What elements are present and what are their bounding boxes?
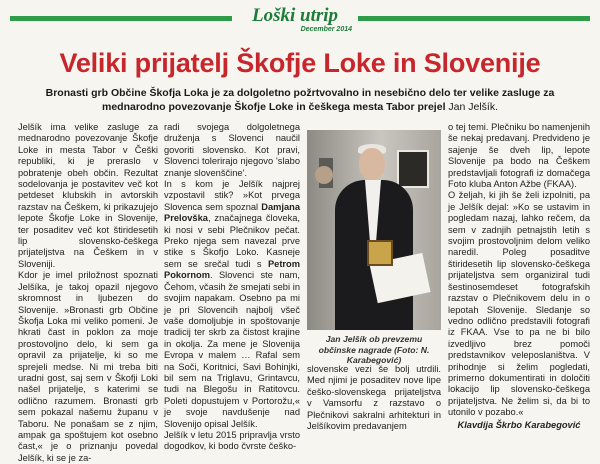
- column-3-paragraph-1: o tej temi. Plečniku bo namenjenih še nekaj predavanj. Predvideno je sajenje še dveh lip, lepote Slovenije pa bodo na Češkem predstavljali fotografi iz domačega Foto kluba Anton Ažbe (FKAA).: [448, 122, 590, 190]
- masthead-date: December 2014: [300, 26, 352, 33]
- text-span: , značajnega človeka, ki nosi v sebi Plečnikov pečat. Preko njega sem navezal prve stike s Škofjo Loko. Kasneje sem se srečal tudi s: [164, 213, 300, 269]
- name-prelovsek: Damjana Prelovška: [164, 201, 300, 224]
- article-lead: [20, 86, 580, 114]
- column-middle-bottom: slovenske vezi še bolj utrdili. Med njimi je posaditev nove lipe češko-slovenskega prijateljstva v Vamsorfu z razstavo o Plečnikovi sakralni arhitekturi in Jelšíkovim predavanjem: [307, 364, 441, 432]
- photo-background-head: [315, 166, 333, 184]
- article-headline: Veliki prijatelj Škofje Loke in Slovenije: [59, 48, 541, 78]
- name-pokorn: Petrom Pokornom: [164, 258, 300, 281]
- masthead-rule-left: [10, 16, 232, 21]
- photo-caption: Jan Jelšík ob prevzemu občinske nagrade (Foto: N. Karabegović): [318, 334, 430, 365]
- masthead-title: Loški utrip: [251, 5, 339, 26]
- column-2-paragraph-2: [164, 179, 300, 430]
- photo-award-plaque: [367, 240, 393, 266]
- text-span: In s kom je Jelšík najprej vzpostavil stik? »Kot prvega Slovenca sem spoznal: [164, 179, 300, 212]
- column-2: [164, 122, 300, 453]
- lead-text: Bronasti grb Občine Škofja Loka je za dolgoletno požrtvovalno in nesebično delo ter velike zasluge za mednarodno povezovanje Škofje Loke in češkega mesta Tabor prejel: [45, 87, 555, 113]
- award-photo: [307, 130, 441, 330]
- author-signature: Klavdija Škrbo Karabegović: [457, 419, 581, 430]
- column-3: [448, 122, 590, 431]
- masthead: [0, 6, 600, 40]
- lead-author: Jan Jelšík.: [445, 101, 499, 113]
- photo-wall-picture: [397, 150, 429, 188]
- column-2-paragraph-1: radi svojega dolgoletnega druženja s Slovenci naučil govoriti slovensko. Kot pravi, Slovenci tolerirajo njegovo 'slabo znanje slovenščine'.: [164, 122, 300, 178]
- text-span: . Slovenci ste nam, Čehom, včasih že smejati sebi in svojim napakam. Osebno pa mi je pri Slovencih najbolj všeč vaše domoljubje in spoštovanje tradicij ter skrb za čistost krajine in okolja. Za mene je Slovenija Evropa v malem … Rafal sem na Soči, Koritnici, Savi Bohinjki, bil sem na Triglavu, Grintavcu, tudi na Blegošu in Ratitovcu. Poleti dopustujem v Portorožu,« je svoje navdušenje nad Slovenijo opisal Jelšík.: [164, 270, 300, 429]
- column-1-paragraph-1: Jelšík ima velike zasluge za mednarodno povezovanje Škofje Loke in mesta Tabor v Češki republiki, ki je preraslo v pobratenje obeh občin. Rezultat sodelovanja je postavitev več kot petdeset klubskih in avtorskih razstav na Češkem, ki prikazujejo lepote Škofje Loke in Slovenije, ter posaditev več kot štiridesetih lip slovensko-češkega prijateljstva na Češkem in v Sloveniji.: [18, 122, 158, 269]
- column-3-paragraph-2: O željah, ki jih še želi izpolniti, pa je Jelšík dejal: »Ko se ustavim in pogledam nazaj, lahko rečem, da sem v zadnjih petnajstih letih s svojim prostovoljnim delom veliko naredil. Poleg posaditve štiridesetih lip slovensko-češkega prijateljstva sem organiziral tudi šestinosemdeset fotografskih razstav o Plečnikovem delu in o lepotah Slovenije. Sledanje so vedno odlično predstavili fotografi iz FKAA. Vse to pa ne bi bilo izvedljivo brez pomoči predstavnikov veleposlaništva. V prihodnje si želim pogledati, primerno dokumentirati in določiti lokacijo lip slovensko-češkega prijateljstva. Ne želim si, da bi to utonilo v pozabo.«: [448, 190, 590, 418]
- column-1-paragraph-2: Kdor je imel priložnost spoznati Jelšíka, je takoj opazil njegovo skromnost in ljubezen do Slovenije. »Bronasti grb Občine Škofja Loka mi veliko pomeni. Je hkrati čast in poklon za moje prostovoljno delo, ki sem ga opravil za prijatelje, ki so me sprejeli medse. Ni mi treba biti uradni gost, saj sem v Škofji Loki našel prijatelje, s katerimi se odlično razumem. Bronasti grb sem pokazal našemu županu v Taboru. Ne ponašam se z njim, ampak ga spoštujem kot osebno čast,« je o priznanju povedal Jelšík, ki se je za-: [18, 270, 158, 463]
- photo-person-head: [359, 148, 385, 180]
- column-1: [18, 122, 158, 464]
- masthead-rule-right: [358, 16, 590, 21]
- column-2-paragraph-3: Jelšík v letu 2015 pripravlja vrsto dogodkov, ki bodo čvrste češko-: [164, 429, 300, 452]
